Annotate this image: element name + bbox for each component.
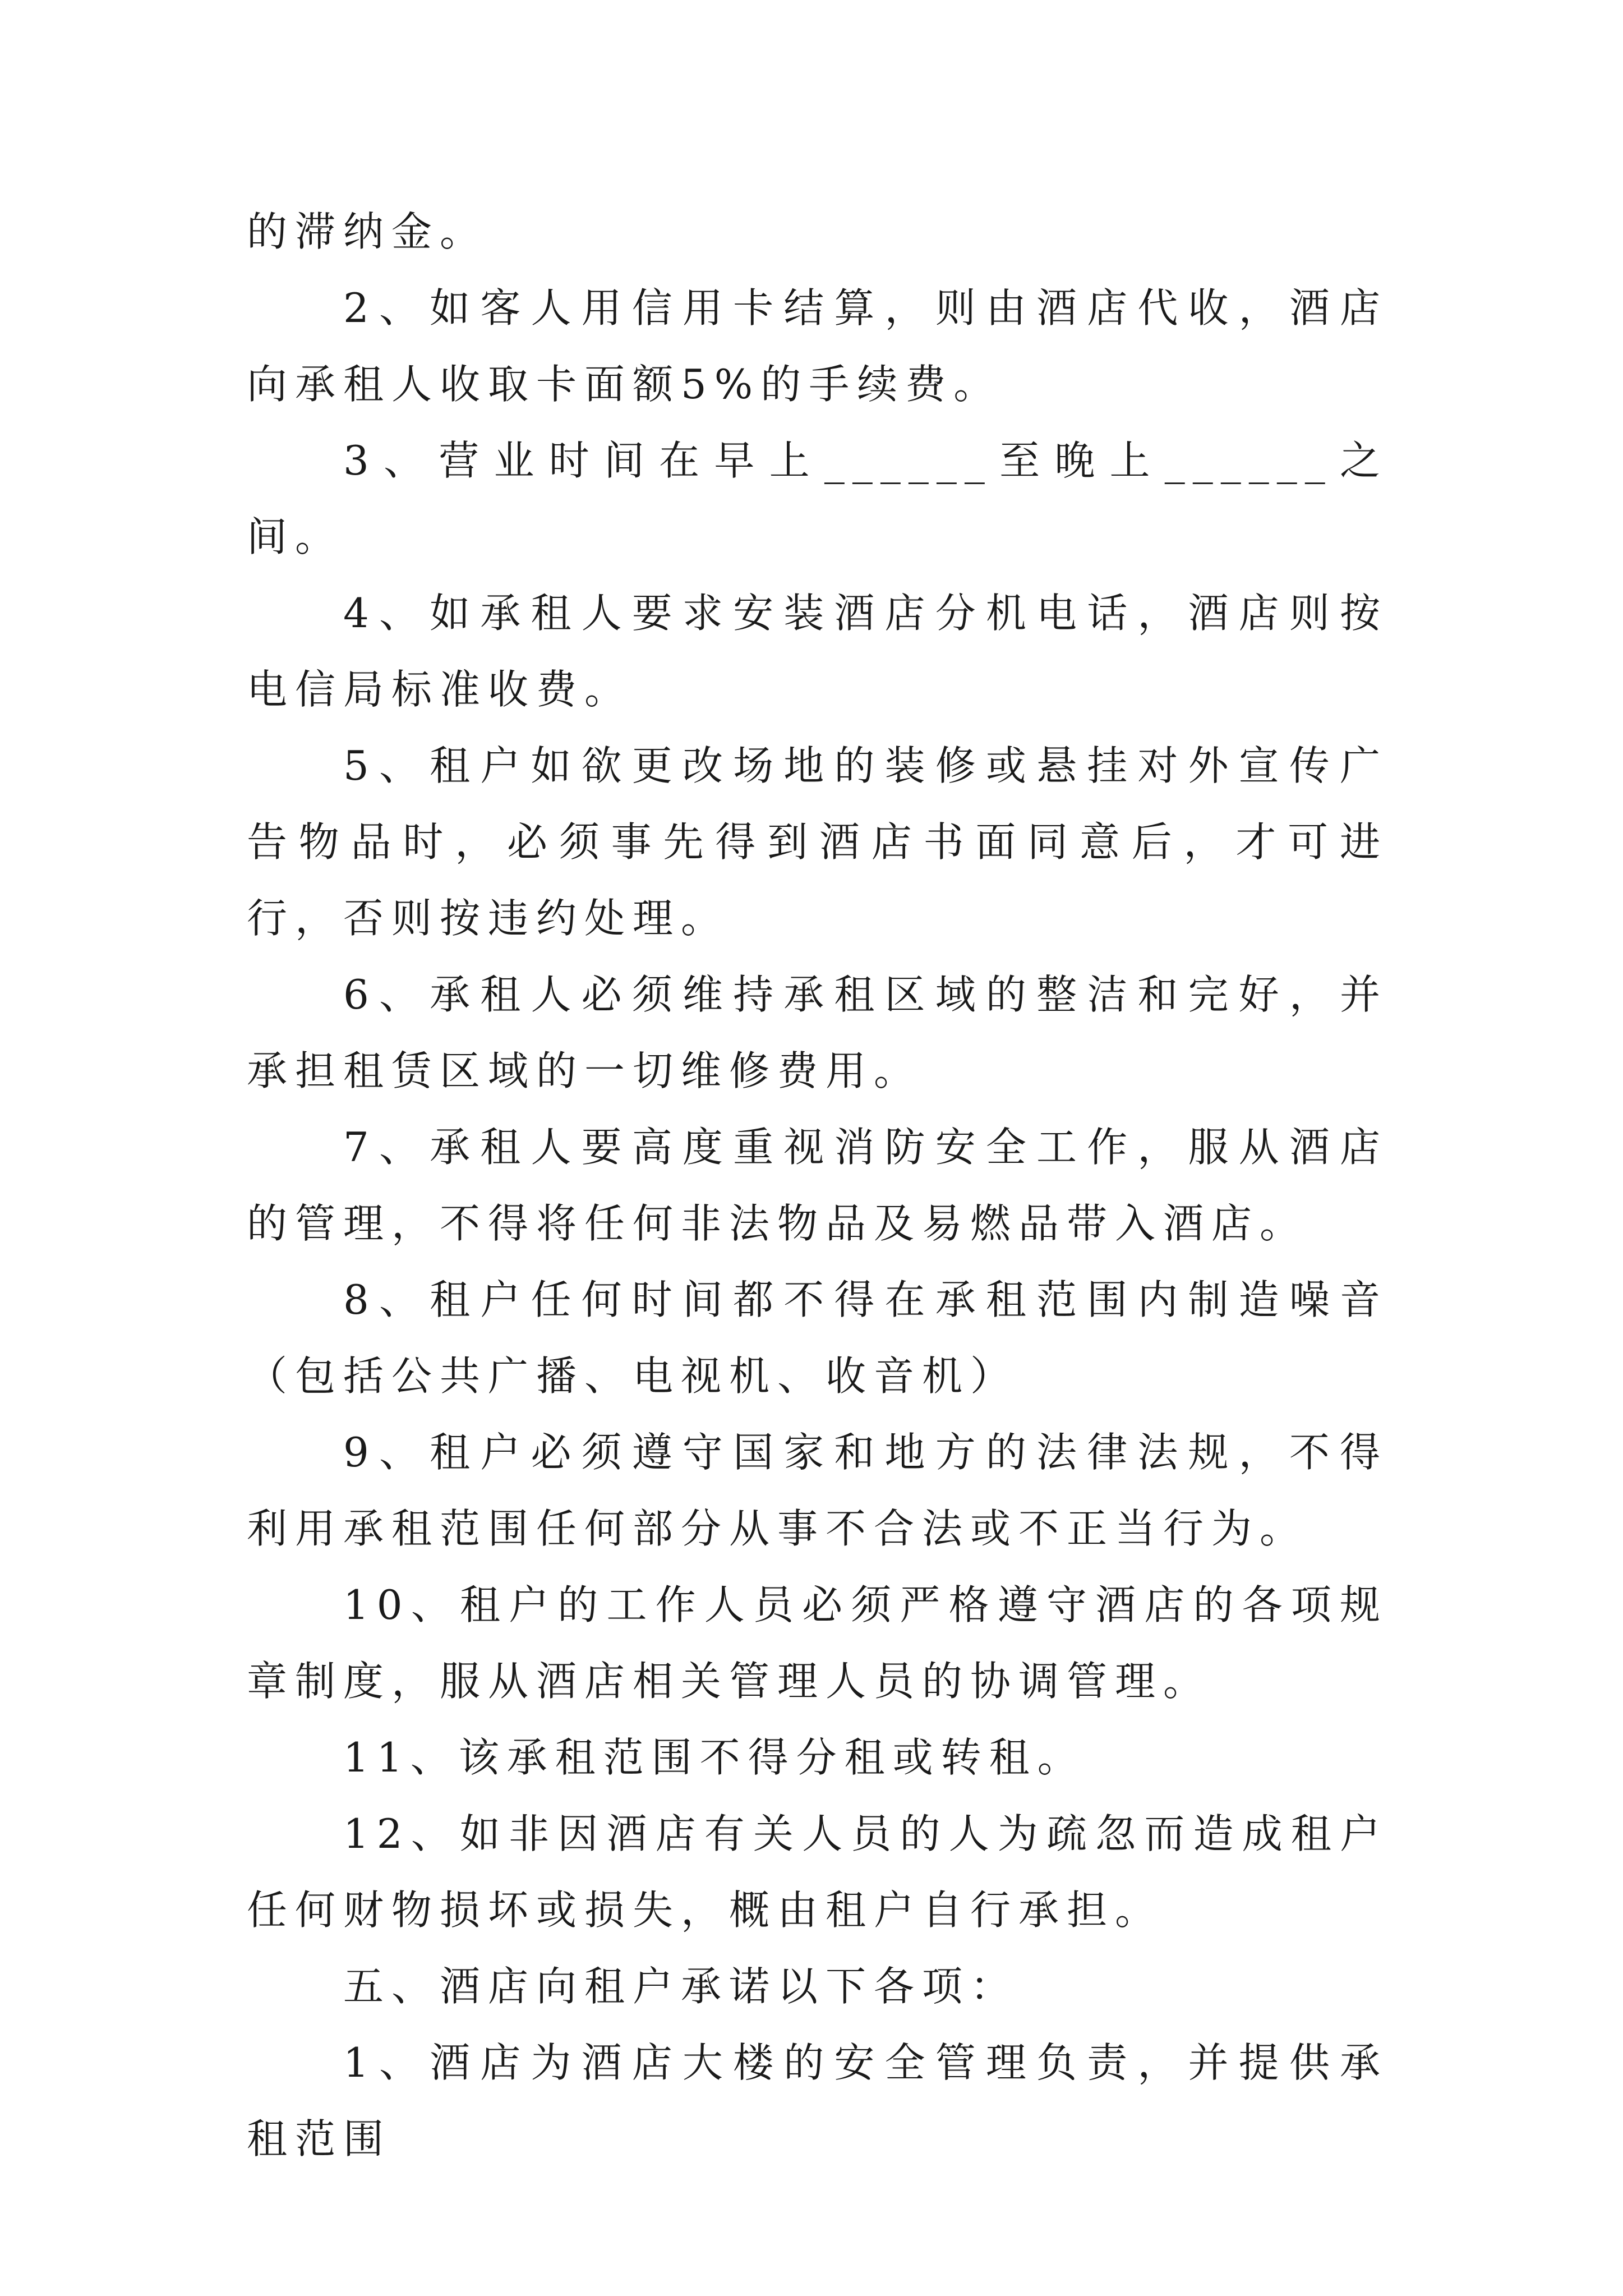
paragraph-hotel-security: 1、酒店为酒店大楼的安全管理负责，并提供承租范围	[247, 2039, 1388, 2162]
paragraph-business-hours: 3、营业时间在早上______至晚上______之间。	[247, 437, 1388, 560]
paragraph-phone-extension: 4、如承租人要求安装酒店分机电话，酒店则按电信局标准收费。	[247, 590, 1388, 713]
paragraph-no-sublet: 11、该承租范围不得分租或转租。	[343, 1734, 1086, 1781]
paragraph-decoration-advertising: 5、租户如欲更改场地的装修或悬挂对外宣传广告物品时，必须事先得到酒店书面同意后，才可进行，否则按违约处理。	[247, 742, 1388, 942]
document-body	[247, 194, 1388, 2177]
paragraph-liability: 12、如非因酒店有关人员的人为疏忽而造成租户任何财物损坏或损失，概由租户自行承担。	[247, 1810, 1388, 1934]
paragraph-cleanliness-maintenance: 6、承租人必须维持承租区域的整洁和完好，并承担租赁区域的一切维修费用。	[247, 971, 1388, 1094]
section-heading-hotel-commitments: 五、酒店向租户承诺以下各项：	[343, 1963, 1019, 2010]
paragraph-credit-card: 2、如客人用信用卡结算，则由酒店代收，酒店向承租人收取卡面额5%的手续费。	[247, 284, 1388, 408]
paragraph-late-fee-continuation: 的滞纳金。	[247, 208, 488, 255]
paragraph-noise: 8、租户任何时间都不得在承租范围内制造噪音（包括公共广播、电视机、收音机）	[247, 1276, 1388, 1400]
paragraph-fire-safety: 7、承租人要高度重视消防安全工作，服从酒店的管理，不得将任何非法物品及易燃品带入酒店。	[247, 1124, 1388, 1247]
paragraph-staff-rules: 10、租户的工作人员必须严格遵守酒店的各项规章制度，服从酒店相关管理人员的协调管理。	[247, 1581, 1388, 1705]
paragraph-legal-compliance: 9、租户必须遵守国家和地方的法律法规，不得利用承租范围任何部分从事不合法或不正当行为。	[247, 1429, 1388, 1552]
